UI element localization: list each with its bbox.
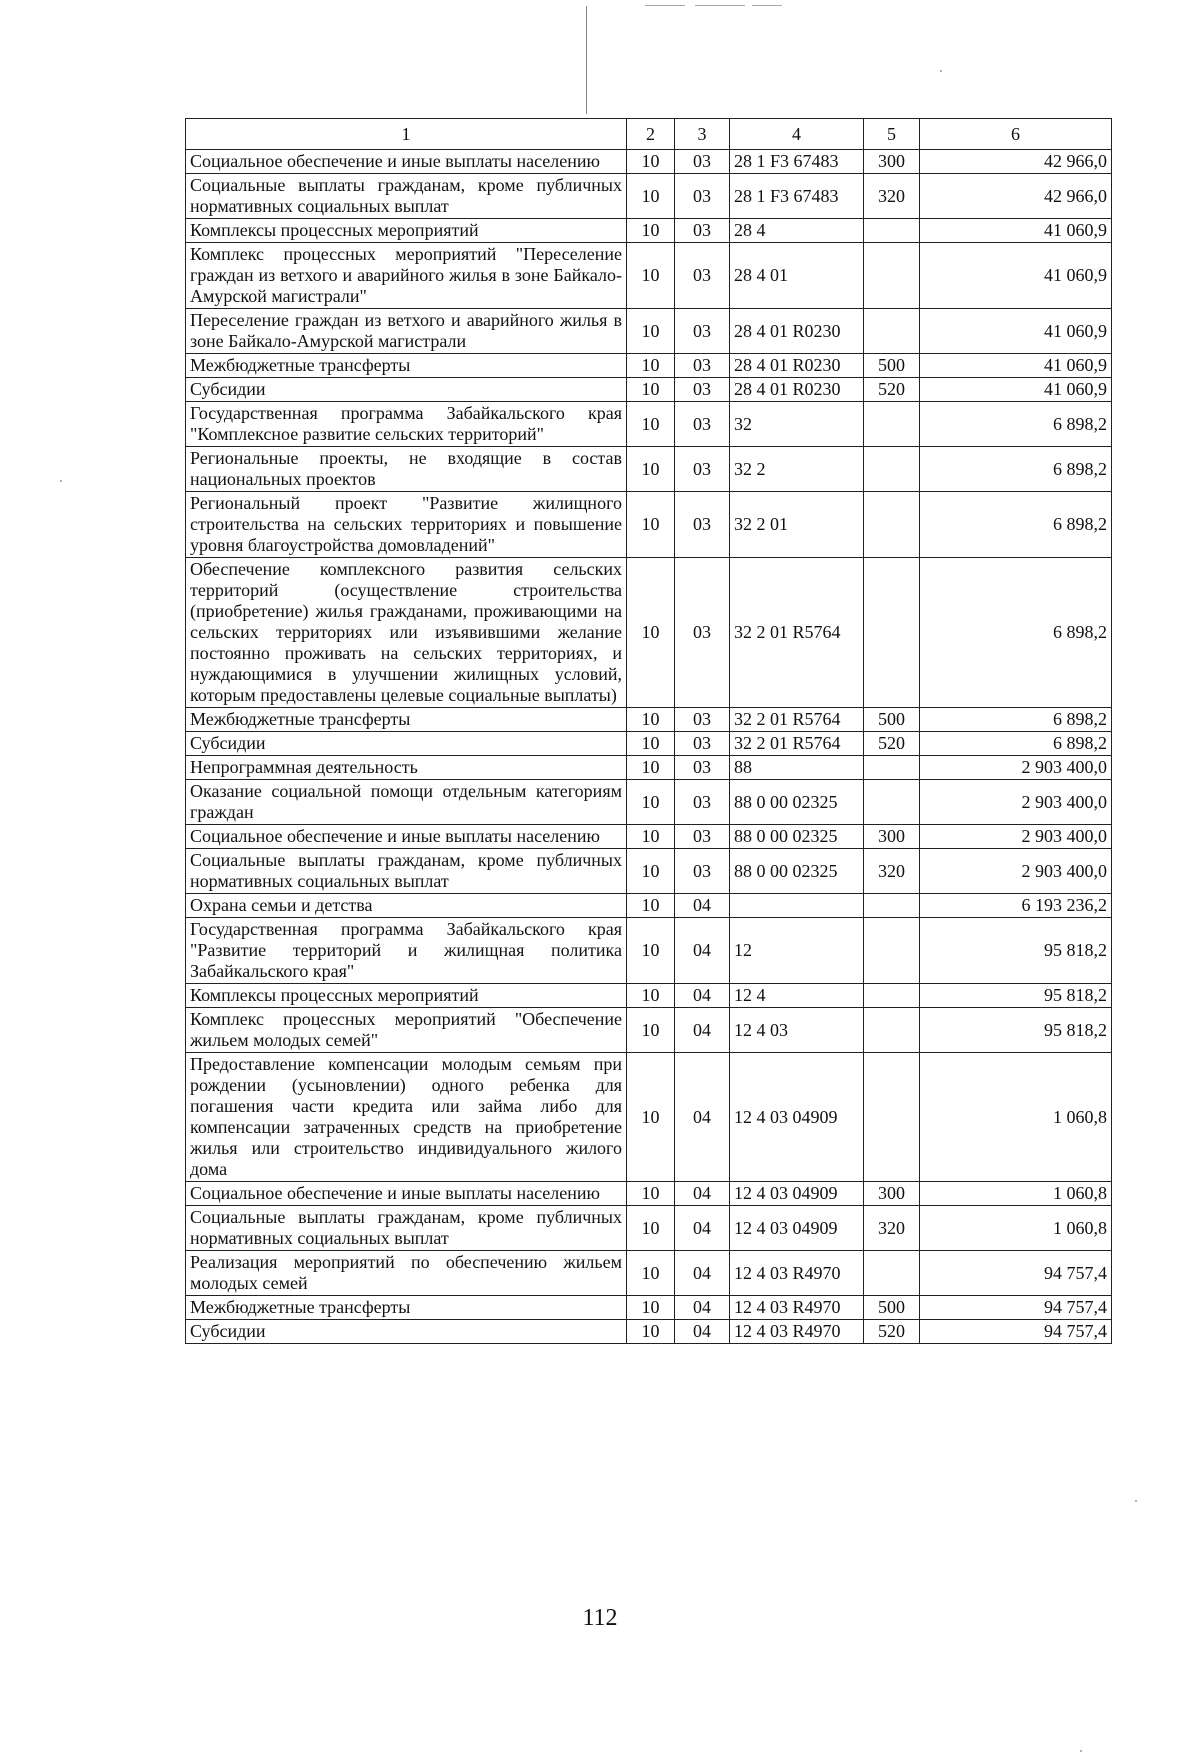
cell-vr: 320 <box>864 849 920 894</box>
cell-name: Социальные выплаты гражданам, кроме публичных нормативных социальных выплат <box>186 1206 627 1251</box>
table-row <box>186 354 1112 378</box>
table-row <box>186 825 1112 849</box>
cell-name: Межбюджетные трансферты <box>186 354 627 378</box>
cell-name: Комплексы процессных мероприятий <box>186 984 627 1008</box>
table-row <box>186 1251 1112 1296</box>
cell-csr: 12 4 <box>730 984 864 1008</box>
cell-csr: 32 2 01 R5764 <box>730 708 864 732</box>
table-row <box>186 984 1112 1008</box>
cell-sub: 03 <box>675 309 730 354</box>
cell-vr: 300 <box>864 150 920 174</box>
cell-csr: 28 1 F3 67483 <box>730 174 864 219</box>
cell-vr <box>864 558 920 708</box>
cell-sub: 04 <box>675 1008 730 1053</box>
cell-vr <box>864 492 920 558</box>
cell-vr <box>864 219 920 243</box>
cell-csr: 12 4 03 04909 <box>730 1206 864 1251</box>
cell-vr <box>864 756 920 780</box>
cell-sub: 03 <box>675 447 730 492</box>
table-row <box>186 1053 1112 1182</box>
column-header: 6 <box>920 119 1112 150</box>
cell-csr: 12 <box>730 918 864 984</box>
cell-sum: 6 898,2 <box>920 447 1112 492</box>
cell-sum: 2 903 400,0 <box>920 849 1112 894</box>
cell-name: Субсидии <box>186 1320 627 1344</box>
cell-sub: 03 <box>675 780 730 825</box>
cell-csr: 12 4 03 04909 <box>730 1182 864 1206</box>
cell-sum: 94 757,4 <box>920 1251 1112 1296</box>
cell-vr: 500 <box>864 708 920 732</box>
cell-name: Субсидии <box>186 732 627 756</box>
cell-sub: 03 <box>675 150 730 174</box>
cell-vr <box>864 1053 920 1182</box>
table-row <box>186 309 1112 354</box>
cell-vr: 320 <box>864 1206 920 1251</box>
cell-csr: 28 4 <box>730 219 864 243</box>
table-row <box>186 708 1112 732</box>
cell-vr: 300 <box>864 1182 920 1206</box>
cell-sect: 10 <box>627 447 675 492</box>
cell-csr: 88 0 00 02325 <box>730 849 864 894</box>
cell-name: Региональные проекты, не входящие в состав национальных проектов <box>186 447 627 492</box>
cell-sect: 10 <box>627 378 675 402</box>
cell-vr <box>864 1008 920 1053</box>
cell-sect: 10 <box>627 492 675 558</box>
cell-sect: 10 <box>627 1053 675 1182</box>
cell-vr: 520 <box>864 732 920 756</box>
cell-sub: 03 <box>675 558 730 708</box>
table-row <box>186 219 1112 243</box>
table-row <box>186 243 1112 309</box>
cell-sum: 94 757,4 <box>920 1320 1112 1344</box>
table-row <box>186 1008 1112 1053</box>
cell-vr <box>864 780 920 825</box>
cell-csr: 88 <box>730 756 864 780</box>
column-header: 3 <box>675 119 730 150</box>
cell-sub: 03 <box>675 174 730 219</box>
cell-sum: 41 060,9 <box>920 378 1112 402</box>
column-header: 1 <box>186 119 627 150</box>
cell-csr: 32 2 01 R5764 <box>730 732 864 756</box>
cell-sect: 10 <box>627 1251 675 1296</box>
cell-sum: 6 898,2 <box>920 732 1112 756</box>
cell-sect: 10 <box>627 849 675 894</box>
page-number: 112 <box>582 1605 618 1631</box>
cell-vr <box>864 1251 920 1296</box>
cell-sect: 10 <box>627 984 675 1008</box>
table-row <box>186 174 1112 219</box>
cell-sum: 1 060,8 <box>920 1053 1112 1182</box>
cell-vr <box>864 243 920 309</box>
cell-sect: 10 <box>627 354 675 378</box>
cell-csr: 28 4 01 R0230 <box>730 309 864 354</box>
cell-sub: 03 <box>675 492 730 558</box>
cell-name: Региональный проект "Развитие жилищного строительства на сельских территориях и повышение уровня благоустройства домовладений" <box>186 492 627 558</box>
cell-name: Межбюджетные трансферты <box>186 708 627 732</box>
budget-table <box>185 118 1112 1344</box>
cell-sub: 03 <box>675 354 730 378</box>
cell-sect: 10 <box>627 894 675 918</box>
cell-sect: 10 <box>627 174 675 219</box>
cell-sum: 2 903 400,0 <box>920 825 1112 849</box>
cell-name: Социальное обеспечение и иные выплаты населению <box>186 1182 627 1206</box>
cell-sum: 95 818,2 <box>920 984 1112 1008</box>
cell-sub: 03 <box>675 825 730 849</box>
cell-sub: 04 <box>675 1296 730 1320</box>
table-header-row <box>186 119 1112 150</box>
table-row <box>186 780 1112 825</box>
cell-sum: 41 060,9 <box>920 219 1112 243</box>
scan-artifact-dash <box>645 5 685 6</box>
cell-sub: 03 <box>675 402 730 447</box>
cell-csr: 28 4 01 <box>730 243 864 309</box>
cell-sect: 10 <box>627 150 675 174</box>
cell-sum: 6 193 236,2 <box>920 894 1112 918</box>
cell-csr: 28 1 F3 67483 <box>730 150 864 174</box>
cell-sub: 04 <box>675 1182 730 1206</box>
cell-sum: 95 818,2 <box>920 918 1112 984</box>
cell-sub: 03 <box>675 243 730 309</box>
cell-sum: 6 898,2 <box>920 402 1112 447</box>
scan-artifact-line <box>586 6 587 114</box>
table-row <box>186 378 1112 402</box>
cell-sect: 10 <box>627 558 675 708</box>
table-row <box>186 150 1112 174</box>
cell-vr <box>864 894 920 918</box>
cell-sum: 2 903 400,0 <box>920 780 1112 825</box>
cell-name: Предоставление компенсации молодым семьям при рождении (усыновлении) одного ребенка для погашения части кредита или займа либо для компенсации затраченных средств на приобретение жилья или строительство индивидуального жилого дома <box>186 1053 627 1182</box>
cell-csr: 32 2 <box>730 447 864 492</box>
cell-name: Социальные выплаты гражданам, кроме публичных нормативных социальных выплат <box>186 174 627 219</box>
cell-vr <box>864 447 920 492</box>
cell-sum: 1 060,8 <box>920 1182 1112 1206</box>
cell-sub: 03 <box>675 378 730 402</box>
cell-csr: 28 4 01 R0230 <box>730 378 864 402</box>
cell-sect: 10 <box>627 243 675 309</box>
cell-vr <box>864 918 920 984</box>
cell-name: Государственная программа Забайкальского края "Развитие территорий и жилищная политика Забайкальского края" <box>186 918 627 984</box>
table-body <box>186 150 1112 1344</box>
cell-name: Комплекс процессных мероприятий "Переселение граждан из ветхого и аварийного жилья в зоне Байкало-Амурской магистрали" <box>186 243 627 309</box>
cell-sub: 03 <box>675 219 730 243</box>
cell-csr: 28 4 01 R0230 <box>730 354 864 378</box>
cell-name: Охрана семьи и детства <box>186 894 627 918</box>
cell-sect: 10 <box>627 1296 675 1320</box>
cell-sub: 03 <box>675 849 730 894</box>
cell-sum: 42 966,0 <box>920 150 1112 174</box>
table-row <box>186 756 1112 780</box>
cell-name: Социальное обеспечение и иные выплаты населению <box>186 825 627 849</box>
cell-csr: 12 4 03 R4970 <box>730 1320 864 1344</box>
cell-sum: 94 757,4 <box>920 1296 1112 1320</box>
scan-artifact-dash <box>752 5 782 6</box>
cell-vr: 320 <box>864 174 920 219</box>
table-row <box>186 1296 1112 1320</box>
column-header: 2 <box>627 119 675 150</box>
cell-vr <box>864 402 920 447</box>
column-header: 5 <box>864 119 920 150</box>
cell-sect: 10 <box>627 402 675 447</box>
cell-name: Социальные выплаты гражданам, кроме публичных нормативных социальных выплат <box>186 849 627 894</box>
cell-vr: 520 <box>864 1320 920 1344</box>
cell-sub: 04 <box>675 1053 730 1182</box>
table-row <box>186 918 1112 984</box>
scan-artifact-dash <box>695 5 745 6</box>
cell-sum: 6 898,2 <box>920 558 1112 708</box>
cell-sect: 10 <box>627 780 675 825</box>
cell-name: Комплексы процессных мероприятий <box>186 219 627 243</box>
cell-sub: 03 <box>675 732 730 756</box>
cell-sect: 10 <box>627 309 675 354</box>
cell-sum: 6 898,2 <box>920 492 1112 558</box>
table-row <box>186 849 1112 894</box>
cell-name: Оказание социальной помощи отдельным категориям граждан <box>186 780 627 825</box>
cell-vr: 300 <box>864 825 920 849</box>
cell-sub: 03 <box>675 708 730 732</box>
cell-csr: 12 4 03 <box>730 1008 864 1053</box>
cell-sect: 10 <box>627 219 675 243</box>
cell-name: Комплекс процессных мероприятий "Обеспечение жильем молодых семей" <box>186 1008 627 1053</box>
cell-csr: 32 2 01 R5764 <box>730 558 864 708</box>
cell-csr: 88 0 00 02325 <box>730 825 864 849</box>
cell-sum: 1 060,8 <box>920 1206 1112 1251</box>
cell-name: Субсидии <box>186 378 627 402</box>
cell-name: Переселение граждан из ветхого и аварийного жилья в зоне Байкало-Амурской магистрали <box>186 309 627 354</box>
cell-name: Государственная программа Забайкальского края "Комплексное развитие сельских территорий" <box>186 402 627 447</box>
cell-sect: 10 <box>627 708 675 732</box>
cell-name: Реализация мероприятий по обеспечению жильем молодых семей <box>186 1251 627 1296</box>
table-row <box>186 558 1112 708</box>
cell-sub: 04 <box>675 1320 730 1344</box>
cell-sect: 10 <box>627 756 675 780</box>
scan-speck <box>1135 1500 1137 1502</box>
cell-sub: 04 <box>675 894 730 918</box>
cell-name: Межбюджетные трансферты <box>186 1296 627 1320</box>
column-header: 4 <box>730 119 864 150</box>
cell-name: Обеспечение комплексного развития сельских территорий (осуществление строительства (приобретение) жилья гражданами, проживающими на сельских территориях или изъявившими желание постоянно проживать на сельских территориях, и нуждающимися в улучшении жилищных условий, которым предоставлены целевые социальные выплаты) <box>186 558 627 708</box>
scan-speck <box>940 70 942 72</box>
cell-csr: 12 4 03 R4970 <box>730 1296 864 1320</box>
table-row <box>186 492 1112 558</box>
cell-sect: 10 <box>627 1206 675 1251</box>
cell-sub: 04 <box>675 1206 730 1251</box>
cell-sum: 41 060,9 <box>920 309 1112 354</box>
cell-sub: 04 <box>675 984 730 1008</box>
cell-csr: 32 2 01 <box>730 492 864 558</box>
cell-vr: 500 <box>864 1296 920 1320</box>
cell-vr: 520 <box>864 378 920 402</box>
cell-sect: 10 <box>627 732 675 756</box>
cell-sect: 10 <box>627 918 675 984</box>
cell-name: Социальное обеспечение и иные выплаты населению <box>186 150 627 174</box>
scan-speck <box>60 480 62 482</box>
table-row <box>186 1320 1112 1344</box>
table-row <box>186 1182 1112 1206</box>
table-row <box>186 402 1112 447</box>
cell-name: Непрограммная деятельность <box>186 756 627 780</box>
cell-sum: 95 818,2 <box>920 1008 1112 1053</box>
cell-csr: 12 4 03 04909 <box>730 1053 864 1182</box>
cell-vr: 500 <box>864 354 920 378</box>
cell-vr <box>864 309 920 354</box>
cell-sect: 10 <box>627 1182 675 1206</box>
cell-vr <box>864 984 920 1008</box>
table-row <box>186 447 1112 492</box>
cell-sum: 2 903 400,0 <box>920 756 1112 780</box>
cell-sum: 41 060,9 <box>920 243 1112 309</box>
table-row <box>186 894 1112 918</box>
cell-sub: 04 <box>675 1251 730 1296</box>
cell-sub: 04 <box>675 918 730 984</box>
cell-sect: 10 <box>627 825 675 849</box>
cell-csr: 88 0 00 02325 <box>730 780 864 825</box>
cell-sum: 6 898,2 <box>920 708 1112 732</box>
table-row <box>186 1206 1112 1251</box>
cell-sect: 10 <box>627 1008 675 1053</box>
table-row <box>186 732 1112 756</box>
cell-csr <box>730 894 864 918</box>
cell-sect: 10 <box>627 1320 675 1344</box>
cell-csr: 12 4 03 R4970 <box>730 1251 864 1296</box>
cell-sub: 03 <box>675 756 730 780</box>
cell-sum: 42 966,0 <box>920 174 1112 219</box>
cell-sum: 41 060,9 <box>920 354 1112 378</box>
cell-csr: 32 <box>730 402 864 447</box>
